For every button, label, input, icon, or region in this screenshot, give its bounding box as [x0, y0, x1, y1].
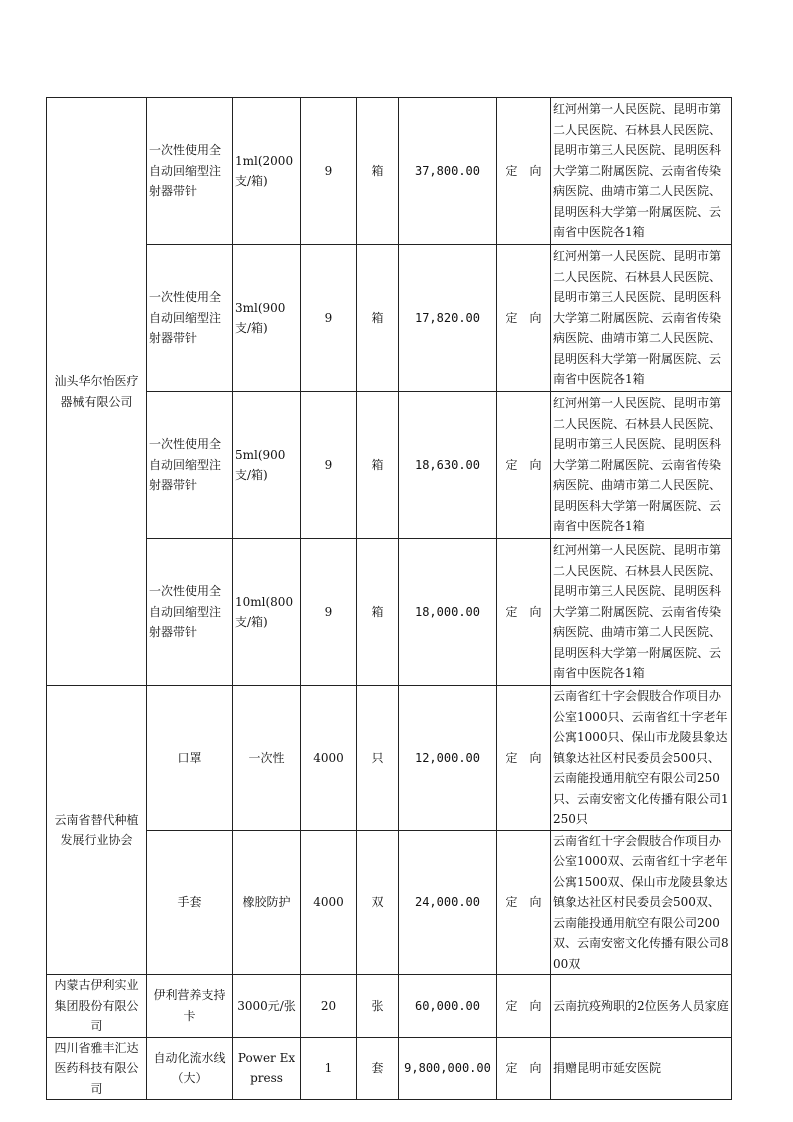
amount-cell: 9,800,000.00: [399, 1037, 497, 1100]
amount-cell: 18,630.00: [399, 392, 497, 539]
table-row: [47, 392, 732, 539]
destination-cell: 红河州第一人民医院、昆明市第二人民医院、石林县人民医院、昆明市第三人民医院、昆明医科大学第二附属医院、云南省传染病医院、曲靖市第二人民医院、昆明医科大学第一附属医院、云南省中医院各1箱: [551, 98, 732, 245]
item-name-cell: 一次性使用全自动回缩型注射器带针: [147, 539, 233, 686]
amount-cell: 24,000.00: [399, 830, 497, 975]
item-name-cell: 自动化流水线（大）: [147, 1037, 233, 1100]
table-row: [47, 98, 732, 245]
unit-cell: 箱: [357, 98, 399, 245]
table-row: [47, 830, 732, 975]
amount-cell: 60,000.00: [399, 975, 497, 1038]
method-cell: 定 向: [497, 392, 551, 539]
quantity-cell: 9: [301, 539, 357, 686]
spec-cell: 10ml(800 支/箱): [233, 539, 301, 686]
spec-cell: 3ml(900 支/箱): [233, 245, 301, 392]
unit-cell: 只: [357, 686, 399, 831]
donor-cell: 四川省雅丰汇达医药科技有限公司: [47, 1037, 147, 1100]
spec-cell: 3000元/张: [233, 975, 301, 1038]
table-row: [47, 245, 732, 392]
item-name-cell: 一次性使用全自动回缩型注射器带针: [147, 98, 233, 245]
quantity-cell: 9: [301, 392, 357, 539]
unit-cell: 张: [357, 975, 399, 1038]
method-cell: 定 向: [497, 975, 551, 1038]
table-row: [47, 975, 732, 1038]
item-name-cell: 一次性使用全自动回缩型注射器带针: [147, 245, 233, 392]
quantity-cell: 4000: [301, 830, 357, 975]
spec-cell: 一次性: [233, 686, 301, 831]
unit-cell: 双: [357, 830, 399, 975]
method-cell: 定 向: [497, 1037, 551, 1100]
quantity-cell: 9: [301, 245, 357, 392]
destination-cell: 红河州第一人民医院、昆明市第二人民医院、石林县人民医院、昆明市第三人民医院、昆明医科大学第二附属医院、云南省传染病医院、曲靖市第二人民医院、昆明医科大学第一附属医院、云南省中医院各1箱: [551, 245, 732, 392]
destination-cell: 红河州第一人民医院、昆明市第二人民医院、石林县人民医院、昆明市第三人民医院、昆明医科大学第二附属医院、云南省传染病医院、曲靖市第二人民医院、昆明医科大学第一附属医院、云南省中医院各1箱: [551, 539, 732, 686]
amount-cell: 17,820.00: [399, 245, 497, 392]
unit-cell: 箱: [357, 392, 399, 539]
amount-cell: 18,000.00: [399, 539, 497, 686]
destination-cell: 红河州第一人民医院、昆明市第二人民医院、石林县人民医院、昆明市第三人民医院、昆明医科大学第二附属医院、云南省传染病医院、曲靖市第二人民医院、昆明医科大学第一附属医院、云南省中医院各1箱: [551, 392, 732, 539]
item-name-cell: 手套: [147, 830, 233, 975]
amount-cell: 12,000.00: [399, 686, 497, 831]
method-cell: 定 向: [497, 686, 551, 831]
method-cell: 定 向: [497, 539, 551, 686]
table-row: [47, 539, 732, 686]
unit-cell: 套: [357, 1037, 399, 1100]
method-cell: 定 向: [497, 830, 551, 975]
table-row: [47, 1037, 732, 1100]
destination-cell: 云南省红十字会假肢合作项目办公室1000双、云南省红十字老年公寓1500双、保山市龙陵县象达镇象达社区村民委员会500双、云南能投通用航空有限公司200双、云南安密文化传播有限公司800双: [551, 830, 732, 975]
item-name-cell: 一次性使用全自动回缩型注射器带针: [147, 392, 233, 539]
amount-cell: 37,800.00: [399, 98, 497, 245]
quantity-cell: 4000: [301, 686, 357, 831]
method-cell: 定 向: [497, 98, 551, 245]
unit-cell: 箱: [357, 539, 399, 686]
donation-table: [46, 97, 732, 1100]
donor-cell: 云南省替代种植发展行业协会: [47, 686, 147, 975]
quantity-cell: 20: [301, 975, 357, 1038]
spec-cell: 1ml(2000 支/箱): [233, 98, 301, 245]
spec-cell: 5ml(900 支/箱): [233, 392, 301, 539]
spec-cell: Power Express: [233, 1037, 301, 1100]
donor-cell: 汕头华尔怡医疗器械有限公司: [47, 98, 147, 686]
unit-cell: 箱: [357, 245, 399, 392]
item-name-cell: 口罩: [147, 686, 233, 831]
destination-cell: 云南省红十字会假肢合作项目办公室1000只、云南省红十字老年公寓1000只、保山市龙陵县象达镇象达社区村民委员会500只、云南能投通用航空有限公司250只、云南安密文化传播有限公司1250只: [551, 686, 732, 831]
quantity-cell: 1: [301, 1037, 357, 1100]
quantity-cell: 9: [301, 98, 357, 245]
spec-cell: 橡胶防护: [233, 830, 301, 975]
destination-cell: 云南抗疫殉职的2位医务人员家庭: [551, 975, 732, 1038]
method-cell: 定 向: [497, 245, 551, 392]
table-row: [47, 686, 732, 831]
item-name-cell: 伊利营养支持卡: [147, 975, 233, 1038]
destination-cell: 捐赠昆明市延安医院: [551, 1037, 732, 1100]
donor-cell: 内蒙古伊利实业集团股份有限公司: [47, 975, 147, 1038]
